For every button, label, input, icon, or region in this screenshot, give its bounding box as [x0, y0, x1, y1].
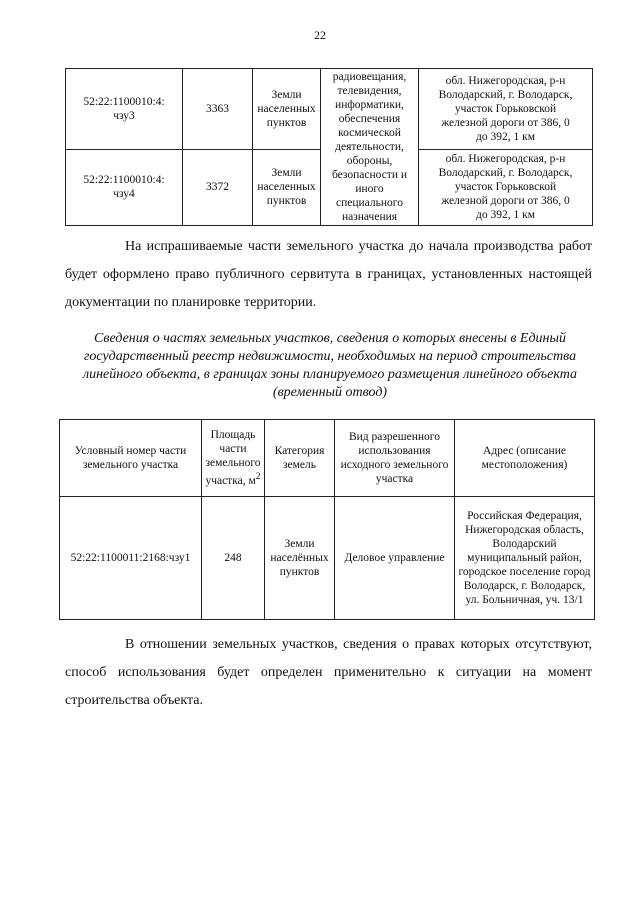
address-cell: обл. Нижегородская, р-н Володарский, г. Володарск, участок Горьковской железной дороги от 386, 0 до 392, 1 км — [419, 149, 593, 225]
category-cell: Земли населенных пунктов — [253, 149, 321, 225]
page-number: 22 — [314, 28, 326, 42]
category-cell: Земли населенных пунктов — [253, 69, 321, 150]
paragraph-usage: В отношении земельных участков, сведения о правах которых отсутствуют, способ использования будет определен применительно к ситуации на момент строительства объекта. — [65, 637, 592, 708]
table-row — [66, 69, 593, 150]
category-cell: Земли населённых пунктов — [265, 497, 335, 620]
header-address: Адрес (описание местоположения) — [455, 420, 595, 497]
part-number-cell: 52:22:1100010:4: чзу3 — [66, 69, 183, 150]
header-permitted-use: Вид разрешенного использования исходного земельного участка — [335, 420, 455, 497]
permitted-use-cell: радиовещания, телевидения, информатики, обеспечения космической деятельности, обороны, безопасности и иного специального назначения — [321, 69, 419, 226]
part-number-cell: 52:22:1100011:2168:чзу1 — [60, 497, 202, 620]
area-cell: 3372 — [183, 149, 253, 225]
permitted-use-cell: Деловое управление — [335, 497, 455, 620]
paragraph-easement: На испрашиваемые части земельного участка до начала производства работ будет оформлено право публичного сервитута в границах, установленных настоящей документации по планировке территории. — [65, 239, 592, 310]
header-category: Категория земель — [265, 420, 335, 497]
area-cell: 248 — [202, 497, 265, 620]
table-row — [60, 497, 595, 620]
land-parts-table-continued — [65, 68, 593, 226]
temporary-allotment-table — [59, 419, 595, 620]
table-header-row — [60, 420, 595, 497]
area-cell: 3363 — [183, 69, 253, 150]
header-part-number: Условный номер части земельного участка — [60, 420, 202, 497]
address-cell: Российская Федерация, Нижегородская область, Володарский муниципальный район, городское поселение город Володарск, г. Володарск, ул. Больничная, уч. 13/1 — [455, 497, 595, 620]
area-unit-superscript: 2 — [255, 471, 261, 483]
header-area: Площадь части земельного участка, $м^2$ — [202, 420, 265, 497]
address-cell: обл. Нижегородская, р-н Володарский, г. Володарск, участок Горьковской железной дороги от 386, 0 до 392, 1 км — [419, 69, 593, 150]
section-title: Сведения о частях земельных участков, сведения о которых внесены в Единый государственный реестр недвижимости, необходимых на период строительства линейного объекта, в границах зоны планируемого размещения линейного объекта (временный отвод) — [82, 331, 578, 400]
part-number-cell: 52:22:1100010:4: чзу4 — [66, 149, 183, 225]
